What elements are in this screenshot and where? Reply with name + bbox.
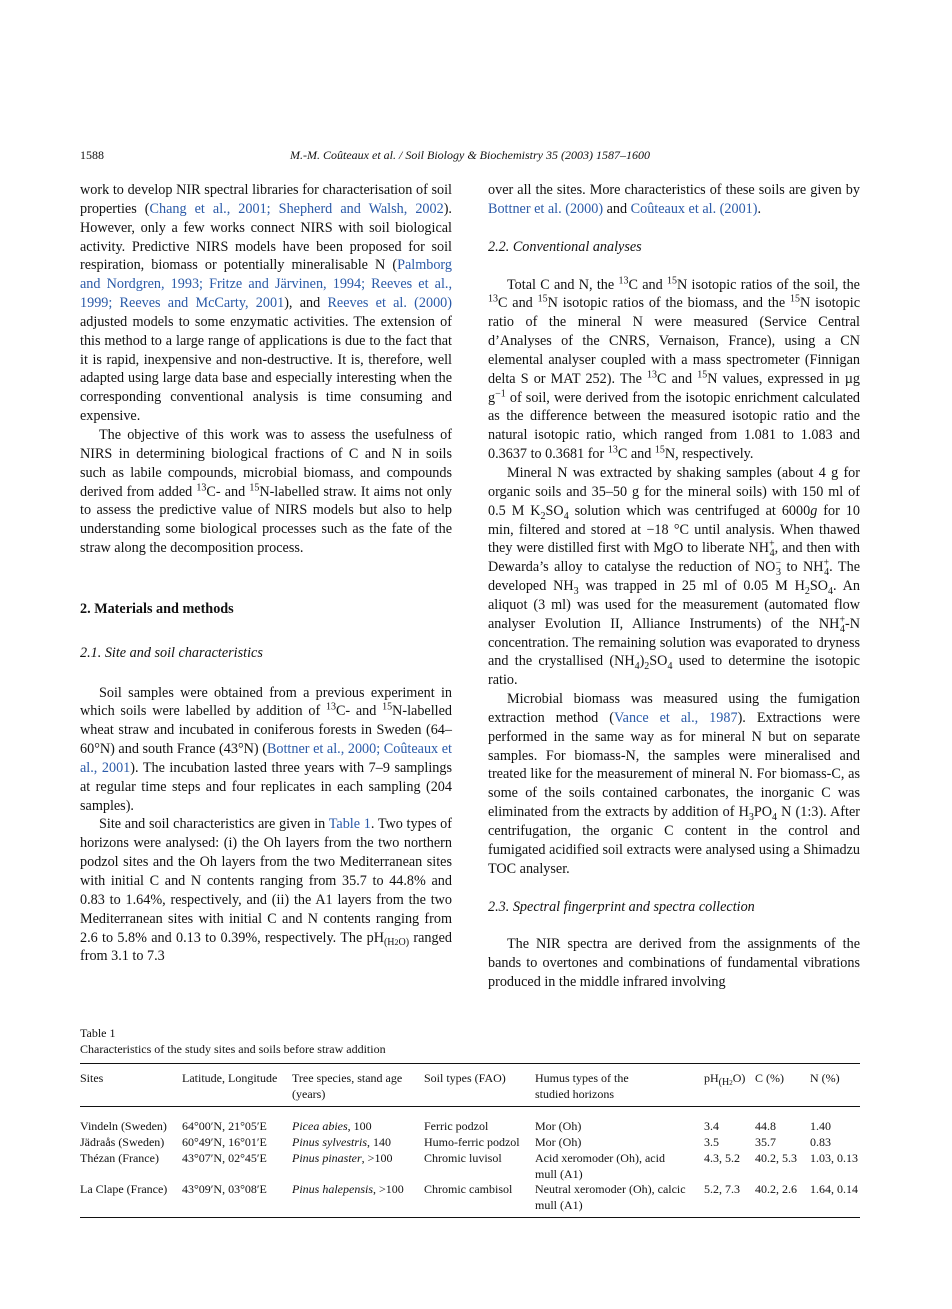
text: Picea abies [292, 1119, 348, 1133]
text: Pinus pinaster [292, 1151, 362, 1165]
text: C- and [206, 483, 250, 500]
superscript: 13 [325, 701, 336, 713]
column-header [292, 1070, 402, 1102]
subscript: 3 [748, 811, 754, 823]
text: Mineral N was extracted by shaking samples (about 4 g for organic soils and 35–50 g for the mineral soils) with 150 ml of 0.5 M K [488, 464, 860, 519]
superscript: 13 [488, 293, 498, 305]
text: Pinus halepensis [292, 1182, 373, 1196]
table-top-rule [80, 1063, 860, 1064]
text: ). However, only a few works connect NIRS with soil biological activity. Predictive NIRS models have been proposed for soil respiration, biomass or potentially mineralisable N ( [80, 200, 452, 274]
table-cell: 1.03, 0.13 [810, 1151, 858, 1165]
paragraph [80, 684, 452, 816]
subsection-heading: 2.2. Conventional analyses [488, 238, 642, 255]
running-title: M.-M. Coûteaux et al. / Soil Biology & Biochemistry 35 (2003) 1587–1600 [290, 148, 650, 162]
paragraph [80, 426, 452, 558]
text: Pinus sylvestris [292, 1135, 367, 1149]
text: C- and [335, 703, 383, 720]
citation-link[interactable]: Bottner et al., 2000; Coûteaux et al., 2001 [80, 741, 452, 776]
paragraph [488, 464, 860, 690]
table-cell: 1.40 [810, 1119, 831, 1133]
citation-link[interactable]: Reeves et al. (2000) [327, 295, 452, 312]
table-cell: Humo-ferric podzol [424, 1135, 520, 1149]
paragraph: The NIR spectra are derived from the assignments of the bands to overtones and combinations of fundamental vibrations produced in the middle infrared involving [488, 936, 860, 991]
table-cell: La Clape (France) [80, 1182, 168, 1196]
table-cell [292, 1150, 392, 1166]
table-cell: Mor (Oh) [535, 1119, 582, 1133]
superscript: 15 [697, 369, 708, 381]
table-caption [80, 1025, 860, 1057]
superscript: + [768, 538, 775, 550]
table-cell: 40.2, 5.3 [755, 1151, 797, 1165]
table-cell [535, 1150, 665, 1182]
running-header [80, 148, 860, 164]
text: C and [617, 446, 655, 463]
text: SO [649, 653, 668, 670]
text: . An aliquot (3 ml) was used for the measurement (automated flow analyser Evolution II, Alliance Instruments) of the NH [488, 578, 860, 632]
table-cell: Chromic luvisol [424, 1151, 502, 1165]
superscript: 15 [790, 293, 800, 305]
table-cell: 64°00′N, 21°05′E [182, 1119, 267, 1133]
text: 2 [394, 938, 399, 948]
text: N, respectively. [664, 446, 754, 463]
subscript: 3 [776, 567, 782, 579]
superscript: 13 [607, 444, 618, 456]
table-header-rule [80, 1106, 860, 1107]
text: . Two types of horizons were analysed: (i) the Oh layers from the two northern podzol sites and the Oh layers from the two Mediterranean sites with initial C and N contents ranging from 35.7 to 44.8% and 0.83 to 1.64%, respectively, and (ii) the A1 layers from the two Mediterranean sites with initial C and N contents ranging from 2.6 to 5.8% and 0.13 to 0.39%, respectively. The pH [80, 816, 452, 946]
text: (H [383, 937, 395, 949]
table-cell [292, 1181, 404, 1197]
text: C and [498, 295, 538, 312]
text: . [757, 200, 762, 217]
table-cell: Jädraås (Sweden) [80, 1135, 165, 1149]
text: N-labelled straw. It aims not only to assess the predictive value of NIRS models but also to help understanding some biological processes such as the fate of the straw along the decomposition process. [80, 483, 453, 557]
text: O) [398, 937, 410, 949]
text: for 10 min, filtered and stored at −18 °C until analysis. When thawed they were distilled first with MgO to liberate NH [488, 502, 860, 557]
text: O) [732, 1071, 746, 1085]
table-cell: 5.2, 7.3 [704, 1182, 740, 1196]
subscript: 2 [804, 585, 810, 597]
column-header: C (%) [755, 1071, 784, 1085]
table-cell: 43°09′N, 03°08′E [182, 1182, 267, 1196]
text: SO [809, 578, 829, 595]
text: N isotopic ratios of the soil, the [677, 276, 860, 293]
table-bottom-rule [80, 1217, 860, 1218]
text: ). The incubation lasted three years with 7–9 samplings at regular time steps and four replicates in each sampling (204 samples). [80, 759, 452, 814]
paragraph [488, 690, 860, 878]
column-header: Latitude, Longitude [182, 1071, 278, 1085]
superscript: 13 [196, 481, 207, 493]
text: of soil, were derived from the isotopic enrichment calculated as the difference between the measured isotopic ratio and the natural isotopic ratio, which ranged from 1.081 to 1.083 and 0.3637 to 0.3681 for [488, 389, 860, 463]
superscript: 15 [382, 701, 393, 713]
text: solution which was centrifuged at 6000 [568, 502, 811, 519]
text: was trapped in 25 ml of 0.05 M H [578, 578, 805, 595]
text: and [603, 200, 631, 217]
text: Microbial biomass was measured using the fumigation extraction method ( [488, 691, 860, 726]
text: N (1:3). After centrifugation, the organic C content in the control and fumigated acidified soil extracts were analysed using a Shimadzu TOC analyser. [488, 804, 860, 877]
text: over all the sites. More characteristics of these soils are given by [488, 182, 860, 198]
table-cell: 35.7 [755, 1135, 776, 1149]
subscript: 2 [540, 510, 546, 522]
text: pH [704, 1071, 719, 1085]
text: N-labelled wheat straw and incubated in coniferous forests in Sweden (64–60°N) and south France (43°N) ( [80, 703, 452, 758]
text: C and [628, 276, 668, 293]
column-header [704, 1070, 746, 1089]
column-header: Sites [80, 1071, 104, 1085]
table-cell: 43°07′N, 02°45′E [182, 1151, 267, 1165]
page-number: 1588 [80, 148, 104, 162]
subscript: 4 [840, 623, 846, 635]
subsection-heading: 2.1. Site and soil characteristics [80, 644, 263, 661]
superscript: −1 [495, 387, 506, 399]
table-cell: 40.2, 2.6 [755, 1182, 797, 1196]
table-cell: Chromic cambisol [424, 1182, 513, 1196]
text: , 100 [347, 1119, 372, 1133]
text: mull (A1) [535, 1198, 583, 1212]
text: Tree species, stand age [292, 1071, 403, 1085]
text: mull (A1) [535, 1167, 583, 1181]
paragraph [80, 815, 452, 966]
table-label: Table 1 [80, 1026, 116, 1040]
superscript: 13 [618, 274, 629, 286]
paragraph [488, 276, 860, 464]
italic-unit: g [810, 502, 818, 519]
table-cell [292, 1118, 372, 1134]
text: ) [639, 653, 645, 670]
subscript [384, 937, 409, 948]
text: Acid xeromoder (Oh), acid [535, 1151, 665, 1165]
table-cell: Thézan (France) [80, 1151, 159, 1165]
table-cell: 60°49′N, 16°01′E [182, 1135, 267, 1149]
text: Total C and N, the [507, 276, 619, 293]
section-heading: 2. Materials and methods [80, 600, 234, 617]
table-cell: 3.4 [704, 1119, 719, 1133]
superscript: 15 [654, 444, 665, 456]
text: Neutral xeromoder (Oh), calcic [535, 1182, 686, 1196]
table-cell: 3.5 [704, 1135, 719, 1149]
superscript: 13 [647, 369, 658, 381]
subscript: 4 [771, 811, 777, 823]
superscript: 15 [537, 293, 548, 305]
table-cell: Mor (Oh) [535, 1135, 582, 1149]
subscript: 4 [634, 661, 640, 673]
text: C and [657, 370, 698, 387]
subscript: 2 [644, 661, 650, 673]
table-cell: 4.3, 5.2 [704, 1151, 740, 1165]
column-header: N (%) [810, 1071, 840, 1085]
table-cell [535, 1181, 686, 1213]
table-cell: 0.83 [810, 1135, 831, 1149]
subscript: 4 [563, 510, 569, 522]
text: work to develop NIR spectral libraries for characterisation of soil properties ( [80, 182, 452, 217]
citation-link[interactable]: Chang et al., 2001; Shepherd and Walsh, 2002 [149, 200, 444, 217]
citation-link[interactable]: Palmborg and Nordgren, 1993; Fritze and Järvinen, 1994; Reeves et al., 1999; Reeves and McCarty, 2001 [80, 257, 452, 312]
column-header: Soil types (FAO) [424, 1071, 506, 1085]
table-cell: 1.64, 0.14 [810, 1182, 858, 1196]
table-title: Characteristics of the study sites and soils before straw addition [80, 1042, 386, 1056]
text: used to determine the isotopic ratio. [488, 653, 860, 689]
citation-link[interactable]: Vance et al., 1987 [613, 709, 738, 726]
text: (H [718, 1077, 730, 1089]
text: adjusted models to some enzymatic activities. The extension of this method to a large range of applications is due to the fact that it is rapid, inexpensive and non-destructive. It is, therefore, well adapted using large data base and especially interesting when the corresponding conventional analysis is time consuming and expensive. [80, 313, 452, 425]
left-column [80, 181, 452, 966]
subscript: 3 [573, 585, 579, 597]
text: -N concentration. The remaining solution was evaporated to dryness and the crystallised (NH [488, 615, 860, 670]
paragraph [80, 181, 452, 426]
text: ranged from 3.1 to 7.3 [80, 929, 453, 965]
text: (years) [292, 1087, 326, 1101]
subsection-heading: 2.3. Spectral fingerprint and spectra collection [488, 898, 755, 915]
superscript: + [823, 557, 830, 569]
superscript: + [839, 613, 846, 625]
paragraph [488, 181, 860, 219]
text: 2 [729, 1079, 733, 1088]
text: studied horizons [535, 1087, 614, 1101]
text: ), and [284, 295, 328, 312]
table-cell: 44.8 [755, 1119, 776, 1133]
table-cell: Ferric podzol [424, 1119, 489, 1133]
text: N values, expressed in µg g [488, 370, 860, 406]
subscript: 4 [828, 585, 834, 597]
subscript: 4 [667, 661, 673, 673]
table-cell: Vindeln (Sweden) [80, 1119, 167, 1133]
text: . The developed NH [488, 559, 860, 595]
text: N isotopic ratio of the mineral N were measured (Service Central d’Analyses of the CNRS, Vernaison, France), using a CN elemental analyser coupled with a mass spectrometer (Finnigan delta S or MAT 252). The [488, 295, 861, 387]
citation-link[interactable]: Bottner et al. (2000) [488, 200, 604, 217]
text: SO [545, 502, 564, 519]
superscript: 15 [667, 274, 678, 286]
text: Humus types of the [535, 1071, 629, 1085]
superscript: − [775, 557, 782, 569]
text: N isotopic ratios of the biomass, and the [547, 295, 790, 312]
text: to NH [781, 559, 824, 576]
text: The objective of this work was to assess the usefulness of NIRS in determining biological fractions of C and N in soils such as labile compounds, microbial biomass, and compounds derived from added [80, 426, 452, 500]
text: Soil samples were obtained from a previous experiment in which soils were labelled by addition of [80, 684, 452, 720]
subscript: 4 [769, 548, 775, 560]
text: , >100 [373, 1182, 404, 1196]
text: , >100 [361, 1151, 393, 1165]
right-column [488, 181, 860, 992]
table-cell [292, 1134, 391, 1150]
table-link[interactable]: Table 1 [328, 816, 371, 833]
subscript [719, 1077, 733, 1088]
text: , and then with Dewarda’s alloy to catalyse the reduction of NO [488, 540, 860, 576]
superscript: 15 [249, 481, 260, 493]
text: Site and soil characteristics are given in [99, 816, 329, 833]
column-header [535, 1070, 629, 1102]
citation-link[interactable]: Coûteaux et al. (2001) [630, 200, 758, 217]
text: , 140 [367, 1135, 391, 1149]
subscript: 4 [824, 567, 830, 579]
text: PO [753, 804, 772, 821]
text: ). Extractions were performed in the same way as for mineral N but on separate samples. For biomass-N, the samples were mineralised and treated like for the measurement of mineral N. For biomass-C, as some of the soils contained carbonates, the inorganic C was eliminated from the extracts by addition of H [488, 709, 860, 821]
